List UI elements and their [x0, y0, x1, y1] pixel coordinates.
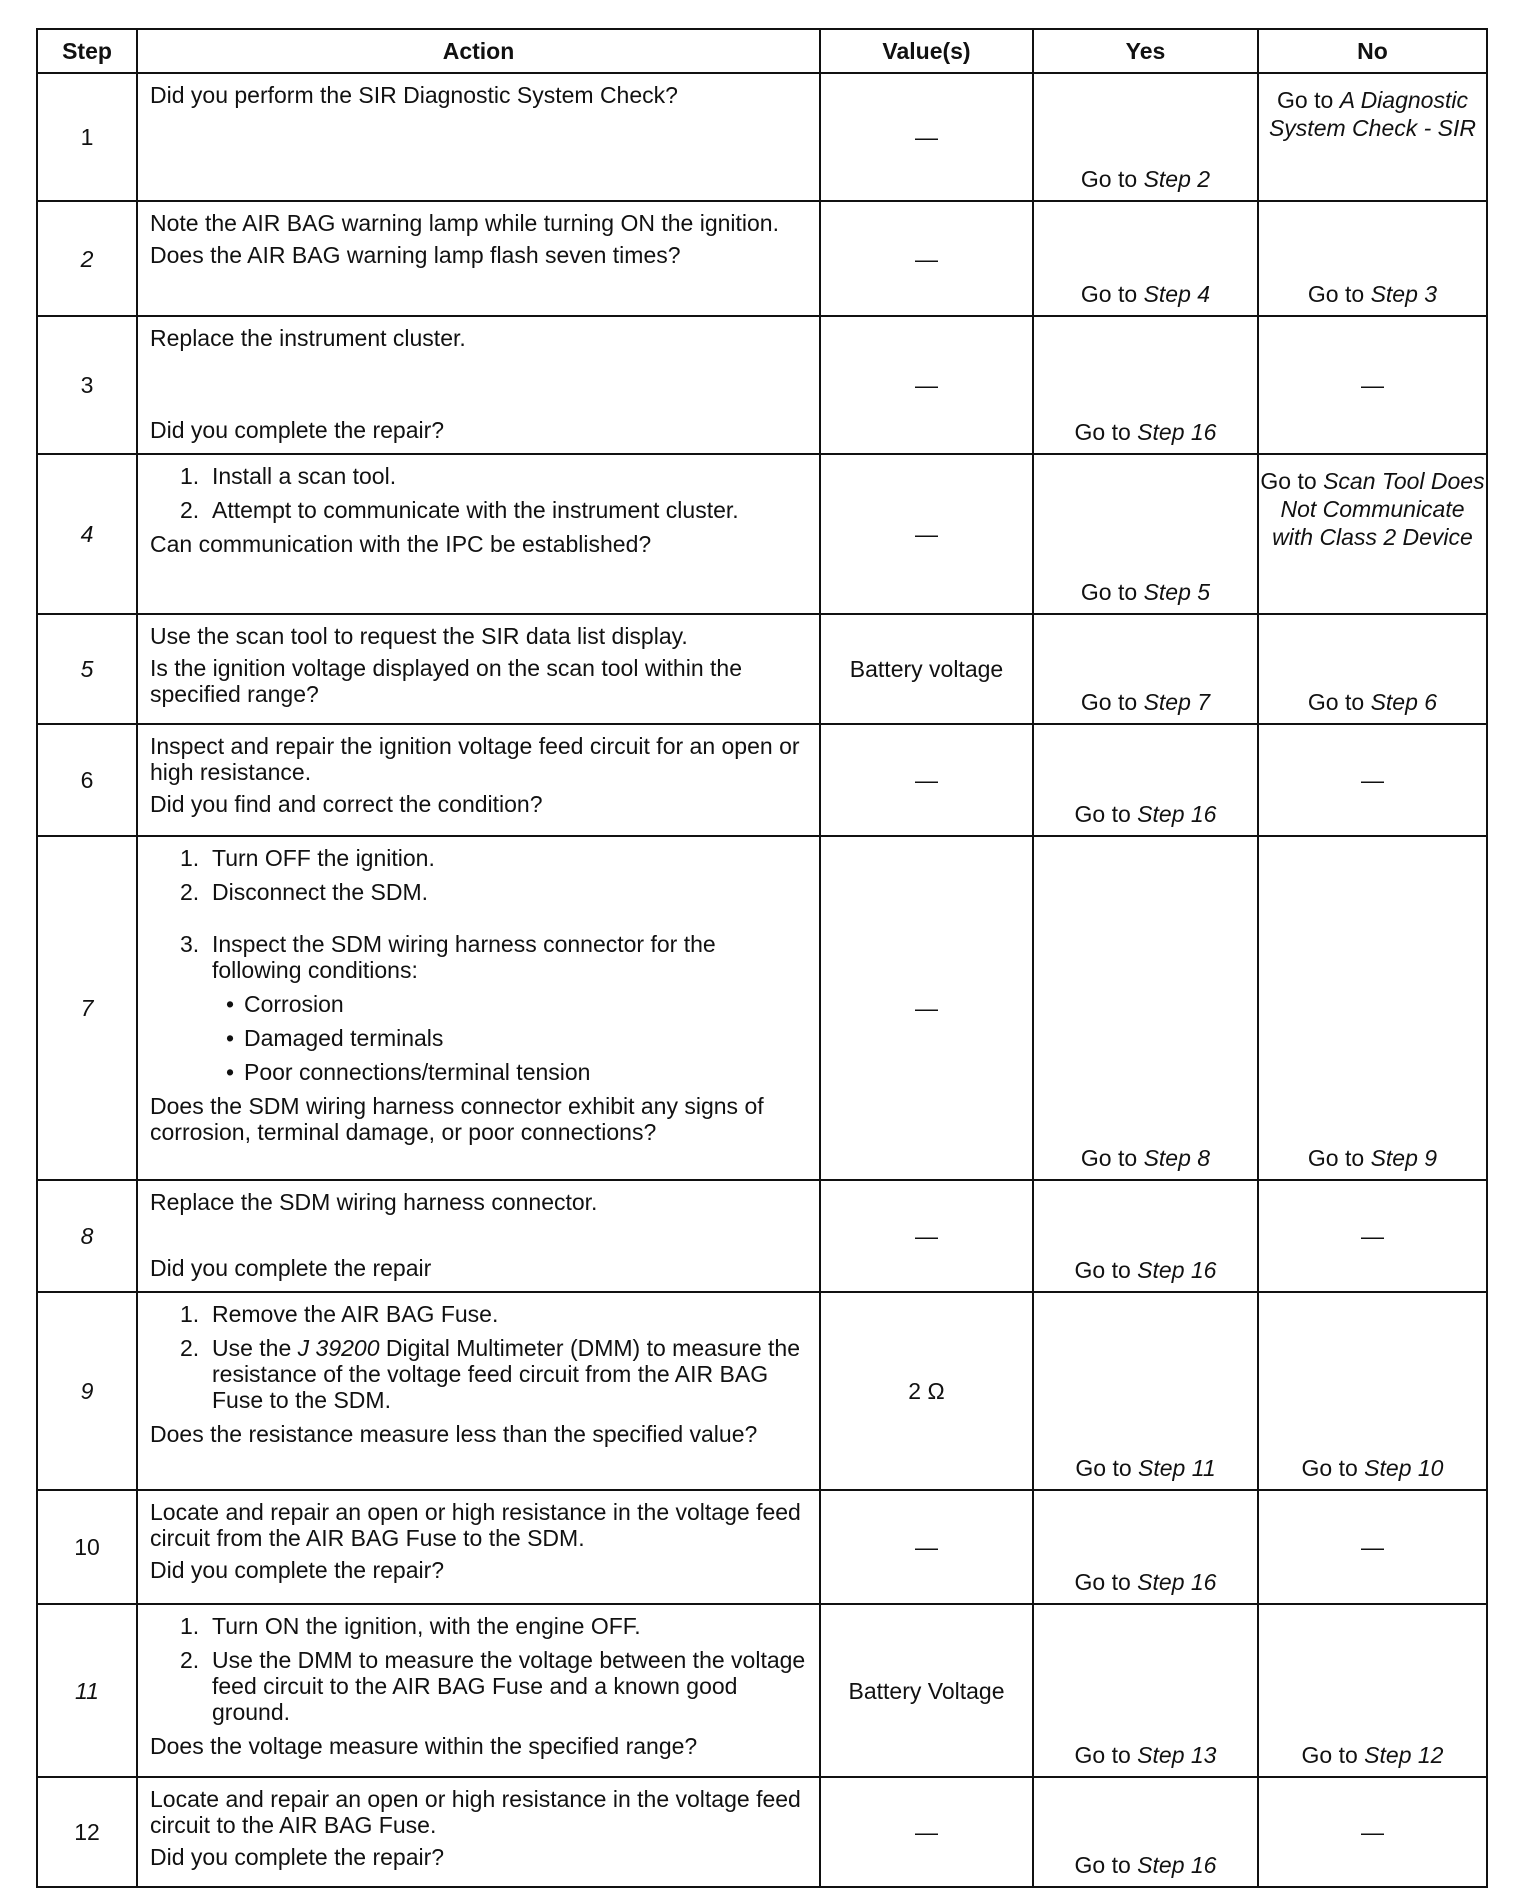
go-to-label: Go to — [1080, 579, 1138, 605]
go-to-label: Go to — [1074, 419, 1131, 445]
action-question: Did you complete the repair — [150, 1255, 432, 1281]
step-number: 8 — [37, 1180, 137, 1292]
yes-target: Step 16 — [1137, 801, 1217, 827]
bullet-list — [226, 991, 809, 1085]
value-cell: 2 Ω — [820, 1292, 1033, 1490]
bullet-item: • Damaged terminals — [226, 1025, 444, 1051]
go-to-label: Go to — [1074, 1569, 1131, 1595]
list-item: 1. Remove the AIR BAG Fuse. — [180, 1301, 499, 1327]
action-cell — [137, 454, 820, 614]
action-text: Use the scan tool to request the SIR data list display. — [150, 623, 688, 649]
table-row — [37, 1180, 1487, 1292]
table-row — [37, 1292, 1487, 1490]
action-cell — [137, 316, 820, 454]
yes-cell — [1033, 1292, 1258, 1490]
table-row — [37, 836, 1487, 1180]
go-to-label: Go to — [1080, 1145, 1138, 1171]
yes-target: Step 16 — [1137, 1852, 1217, 1878]
action-cell — [137, 614, 820, 724]
list-item: 2. Disconnect the SDM. — [180, 879, 429, 905]
numbered-list — [180, 845, 809, 983]
yes-cell — [1033, 724, 1258, 836]
yes-cell — [1033, 614, 1258, 724]
no-target: Scan Tool Does Not Communicate — [1280, 468, 1485, 522]
go-to-label: Go to — [1307, 1145, 1365, 1171]
value-cell: Battery voltage — [820, 614, 1033, 724]
action-question: Is the ignition voltage displayed on the scan tool within the specified range? — [150, 655, 742, 707]
table-row — [37, 454, 1487, 614]
yes-target: Step 16 — [1137, 1569, 1217, 1595]
step-number: 2 — [37, 201, 137, 316]
yes-cell — [1033, 836, 1258, 1180]
value-cell: Battery Voltage — [820, 1604, 1033, 1777]
go-to-label: Go to — [1307, 281, 1365, 307]
value-cell: — — [820, 724, 1033, 836]
header-yes: Yes — [1033, 29, 1258, 73]
list-item: 2. Attempt to communicate with the instrument cluster. — [180, 497, 739, 523]
value-cell: — — [820, 1777, 1033, 1887]
yes-cell — [1033, 454, 1258, 614]
action-cell — [137, 201, 820, 316]
action-question: Did you find and correct the condition? — [150, 791, 543, 817]
action-text: Did you perform the SIR Diagnostic System Check? — [150, 82, 678, 108]
yes-target: Step 16 — [1137, 419, 1217, 445]
no-cell — [1258, 454, 1487, 614]
action-text: Inspect and repair the ignition voltage feed circuit for an open or high resistance. — [150, 733, 800, 785]
yes-target: Step 11 — [1138, 1455, 1216, 1481]
go-to-label: Go to — [1277, 87, 1334, 113]
no-target: A Diagnostic System Check - SIR — [1268, 87, 1477, 141]
action-question: Does the AIR BAG warning lamp flash seven times? — [150, 242, 681, 268]
numbered-list — [180, 1301, 809, 1413]
step-number: 3 — [37, 316, 137, 454]
go-to-label: Go to — [1074, 1257, 1131, 1283]
action-question: Did you complete the repair? — [150, 1844, 445, 1870]
no-cell — [1258, 73, 1487, 201]
value-cell: — — [820, 316, 1033, 454]
header-no: No — [1258, 29, 1487, 73]
yes-cell — [1033, 201, 1258, 316]
action-cell — [137, 1604, 820, 1777]
diagnostic-table-container — [36, 28, 1486, 1888]
step-number: 6 — [37, 724, 137, 836]
action-cell — [137, 1777, 820, 1887]
value-cell: — — [820, 1490, 1033, 1604]
value-cell: — — [820, 836, 1033, 1180]
no-target: Step 10 — [1364, 1455, 1444, 1481]
table-row — [37, 1490, 1487, 1604]
go-to-label: Go to — [1080, 281, 1138, 307]
step-number: 7 — [37, 836, 137, 1180]
no-cell: — — [1258, 1180, 1487, 1292]
no-target: Step 12 — [1364, 1742, 1444, 1768]
list-item: 1. Turn ON the ignition, with the engine OFF. — [180, 1613, 641, 1639]
go-to-label: Go to — [1080, 166, 1138, 192]
numbered-list — [180, 1613, 809, 1725]
action-text: Locate and repair an open or high resistance in the voltage feed circuit to the AIR BAG Fuse. — [150, 1786, 801, 1838]
go-to-label: Go to — [1301, 1455, 1358, 1481]
step-number: 11 — [37, 1604, 137, 1777]
bullet-item: • Poor connections/terminal tension — [226, 1059, 591, 1085]
list-item: 1. Turn OFF the ignition. — [180, 845, 435, 871]
action-cell — [137, 73, 820, 201]
list-item: 2. Use the J 39200 Digital Multimeter (DMM) to measure the resistance of the voltage feed circuit from the AIR BAG Fuse to the SDM. — [180, 1335, 801, 1413]
action-text: Note the AIR BAG warning lamp while turning ON the ignition. — [150, 210, 779, 236]
go-to-label: Go to — [1301, 1742, 1358, 1768]
diagnostic-table — [36, 28, 1488, 1888]
no-cell: — — [1258, 1777, 1487, 1887]
action-question: Does the resistance measure less than the specified value? — [150, 1421, 758, 1447]
no-cell — [1258, 1292, 1487, 1490]
action-cell — [137, 1490, 820, 1604]
yes-target: Step 13 — [1137, 1742, 1217, 1768]
yes-cell — [1033, 1490, 1258, 1604]
table-row — [37, 1604, 1487, 1777]
value-cell: — — [820, 454, 1033, 614]
no-target: Step 3 — [1370, 281, 1438, 307]
go-to-label: Go to — [1074, 1742, 1131, 1768]
yes-cell — [1033, 1604, 1258, 1777]
action-cell — [137, 724, 820, 836]
table-row — [37, 201, 1487, 316]
header-values: Value(s) — [820, 29, 1033, 73]
action-cell — [137, 1180, 820, 1292]
yes-target: Step 16 — [1137, 1257, 1217, 1283]
action-question: Can communication with the IPC be established? — [150, 531, 652, 557]
header-row — [37, 29, 1487, 73]
header-action: Action — [137, 29, 820, 73]
yes-cell — [1033, 316, 1258, 454]
go-to-label: Go to — [1074, 801, 1131, 827]
action-text: Locate and repair an open or high resistance in the voltage feed circuit from the AIR BAG Fuse to the SDM. — [150, 1499, 801, 1551]
no-cell — [1258, 1604, 1487, 1777]
table-row — [37, 1777, 1487, 1887]
header-step: Step — [37, 29, 137, 73]
go-to-label: Go to — [1074, 1852, 1131, 1878]
yes-target: Step 8 — [1143, 1145, 1211, 1171]
yes-target: Step 4 — [1143, 281, 1211, 307]
yes-target: Step 2 — [1143, 166, 1211, 192]
action-question: Did you complete the repair? — [150, 1557, 445, 1583]
go-to-label: Go to — [1307, 689, 1365, 715]
table-row — [37, 614, 1487, 724]
step-number: 9 — [37, 1292, 137, 1490]
yes-target: Step 5 — [1143, 579, 1211, 605]
table-row — [37, 724, 1487, 836]
step-number: 1 — [37, 73, 137, 201]
no-cell: — — [1258, 316, 1487, 454]
action-question: Does the voltage measure within the specified range? — [150, 1733, 698, 1759]
no-target: Step 6 — [1370, 689, 1438, 715]
go-to-label: Go to — [1260, 468, 1317, 494]
step-number: 4 — [37, 454, 137, 614]
no-cell — [1258, 201, 1487, 316]
list-item: 1. Install a scan tool. — [180, 463, 397, 489]
yes-cell — [1033, 73, 1258, 201]
numbered-list — [180, 463, 809, 523]
table-row — [37, 73, 1487, 201]
value-cell: — — [820, 201, 1033, 316]
list-item: 2. Use the DMM to measure the voltage between the voltage feed circuit to the AIR BAG Fuse and a known good ground. — [180, 1647, 806, 1725]
action-question: Does the SDM wiring harness connector exhibit any signs of corrosion, terminal damage, or poor connections? — [150, 1093, 764, 1145]
no-target: Step 9 — [1370, 1145, 1438, 1171]
go-to-label: Go to — [1080, 689, 1138, 715]
action-cell — [137, 1292, 820, 1490]
step-number: 12 — [37, 1777, 137, 1887]
bullet-item: • Corrosion — [226, 991, 344, 1017]
value-cell: — — [820, 1180, 1033, 1292]
table-row — [37, 316, 1487, 454]
action-text: Replace the SDM wiring harness connector. — [150, 1189, 598, 1215]
yes-cell — [1033, 1180, 1258, 1292]
tool-name: J 39200 — [297, 1335, 380, 1361]
value-cell: — — [820, 73, 1033, 201]
action-question: Did you complete the repair? — [150, 417, 445, 443]
step-number: 10 — [37, 1490, 137, 1604]
no-target-suffix: with Class 2 Device — [1272, 524, 1473, 550]
action-cell — [137, 836, 820, 1180]
list-item: 3. Inspect the SDM wiring harness connector for the following conditions: — [180, 931, 716, 983]
no-cell: — — [1258, 724, 1487, 836]
no-cell: — — [1258, 1490, 1487, 1604]
go-to-label: Go to — [1075, 1455, 1132, 1481]
no-cell — [1258, 836, 1487, 1180]
yes-cell — [1033, 1777, 1258, 1887]
yes-target: Step 7 — [1143, 689, 1211, 715]
step-number: 5 — [37, 614, 137, 724]
no-cell — [1258, 614, 1487, 724]
action-text: Replace the instrument cluster. — [150, 325, 466, 351]
